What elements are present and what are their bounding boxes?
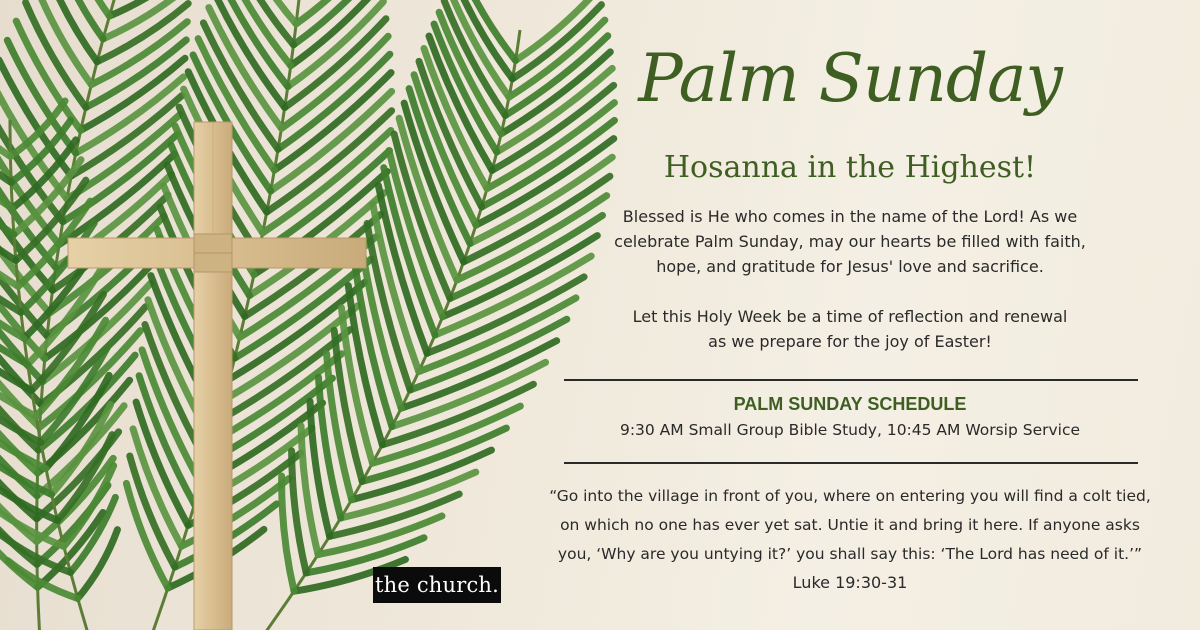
- scripture-line: “Go into the village in front of you, where on entering you will find a colt tied,: [549, 487, 1151, 505]
- blessing-line: Blessed is He who comes in the name of the Lord! As we: [622, 207, 1078, 226]
- scripture-line: on which no one has ever yet sat. Untie it and bring it here. If anyone asks: [560, 516, 1140, 534]
- divider-top: [564, 379, 1138, 381]
- scripture-reference: Luke 19:30-31: [792, 573, 908, 592]
- holy-week-line: as we prepare for the joy of Easter!: [708, 332, 992, 351]
- blessing-line: hope, and gratitude for Jesus' love and sacrifice.: [656, 257, 1044, 276]
- page-title: Palm Sunday: [638, 40, 1062, 117]
- holy-week-paragraph: [560, 304, 1140, 354]
- scripture-quote: [530, 482, 1170, 569]
- schedule-times: 9:30 AM Small Group Bible Study, 10:45 AM Worsip Service: [619, 421, 1081, 439]
- holy-week-line: Let this Holy Week be a time of reflection and renewal: [632, 307, 1068, 326]
- page-subtitle: Hosanna in the Highest!: [663, 150, 1037, 185]
- brand-logo: the church.: [373, 567, 501, 603]
- blessing-paragraph: [560, 204, 1140, 279]
- schedule-heading: PALM SUNDAY SCHEDULE: [733, 394, 967, 414]
- blessing-line: celebrate Palm Sunday, may our hearts be filled with faith,: [614, 232, 1086, 251]
- divider-bottom: [564, 462, 1138, 464]
- scripture-line: you, ‘Why are you untying it?’ you shall say this: ‘The Lord has need of it.’”: [557, 545, 1143, 563]
